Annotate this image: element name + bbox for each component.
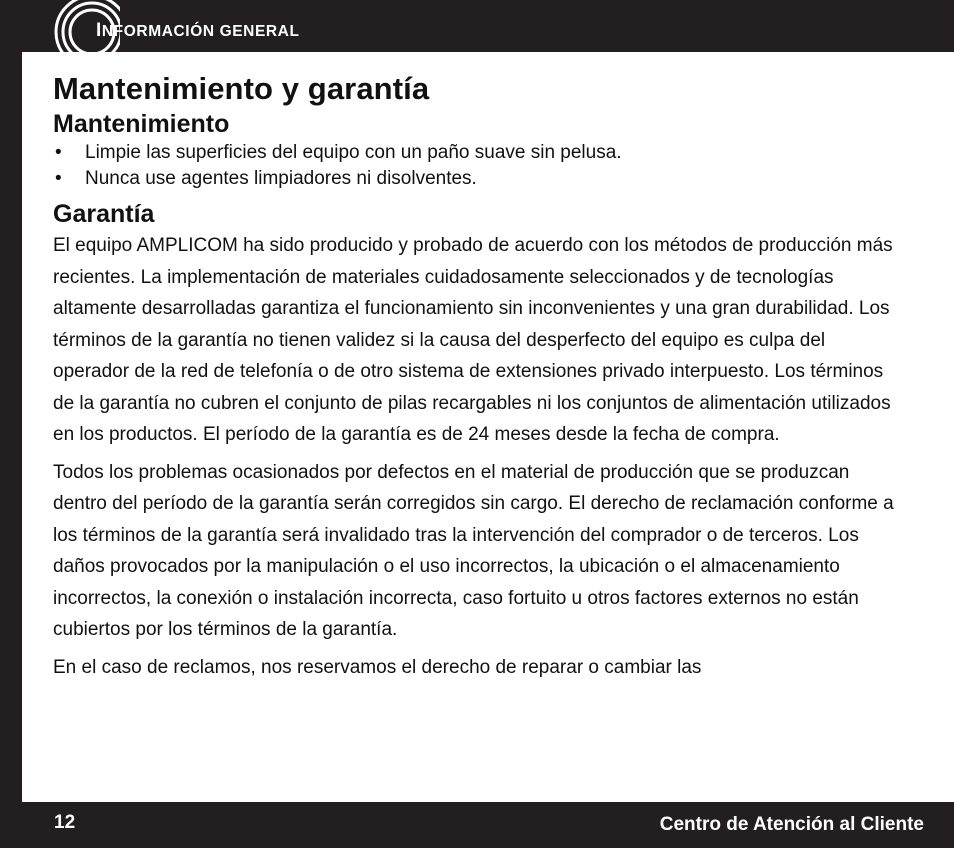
page-number: 12 (54, 812, 76, 833)
list-item-text: Limpie las superficies del equipo con un paño suave sin pelusa. (85, 142, 622, 163)
section-title-rest: NFORMACIÓN GENERAL (101, 23, 300, 40)
bullet: • (55, 142, 62, 163)
bullet: • (55, 168, 62, 189)
document-body (53, 70, 903, 689)
warranty-paragraph: Todos los problemas ocasionados por defectos en el material de producción que se produzcan dentro del período de la garantía serán corregidos sin cargo. El derecho de reclamación conforme a los términos de la garantía será invalidado tras la intervención del comprador o de terceros. Los daños provocados por la manipulación o el uso incorrectos, la ubicación o el almacenamiento incorrectos, la conexión o instalación incorrecta, caso fortuito u otros factores externos no están cubiertos por los términos de la garantía. (53, 461, 894, 640)
page-title: Mantenimiento y garantía (53, 71, 430, 106)
list-item (53, 166, 903, 192)
list-item-text: Nunca use agentes limpiadores ni disolventes. (85, 168, 477, 189)
footer-title: Centro de Atención al Cliente (659, 814, 924, 835)
warranty-heading: Garantía (53, 200, 155, 228)
maintenance-heading: Mantenimiento (53, 110, 230, 138)
maintenance-list (53, 140, 903, 192)
section-title-initial: I (96, 20, 102, 41)
left-edge-bar (0, 0, 22, 848)
section-title (96, 19, 300, 44)
list-item (53, 140, 903, 166)
warranty-paragraph: En el caso de reclamos, nos reservamos el derecho de reparar o cambiar las (53, 656, 702, 678)
header-bar (0, 0, 954, 52)
warranty-paragraph: El equipo AMPLICOM ha sido producido y probado de acuerdo con los métodos de producción más recientes. La implementación de materiales cuidadosamente seleccionados y de tecnologías altamente desarrolladas garantiza el funcionamiento sin inconvenientes y una gran durabilidad. Los términos de la garantía no tienen validez si la causa del desperfecto del equipo es culpa del operador de la red de telefonía o de otro sistema de extensiones privado interpuesto. Los términos de la garantía no cubren el conjunto de pilas recargables ni los conjuntos de alimentación utilizados en los productos. El período de la garantía es de 24 meses desde la fecha de compra. (53, 235, 893, 445)
